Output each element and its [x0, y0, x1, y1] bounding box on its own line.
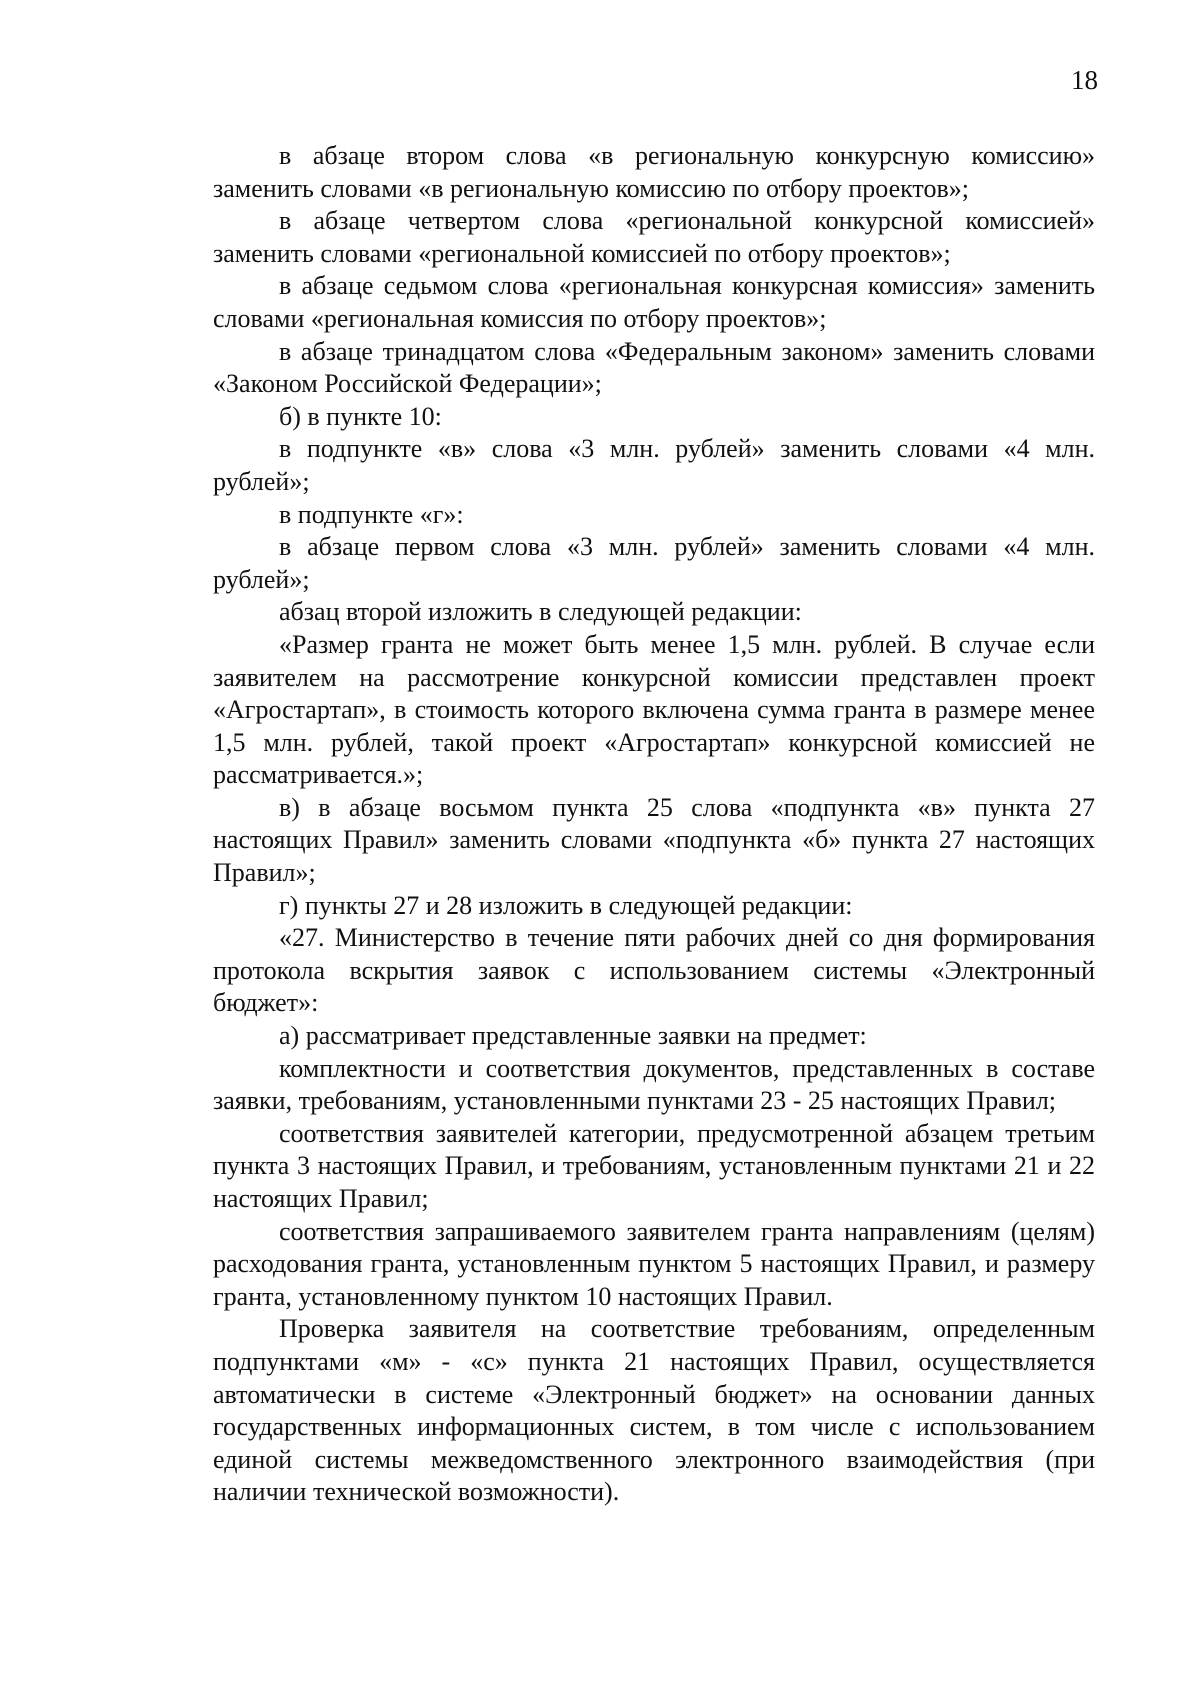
- paragraph: г) пункты 27 и 28 изложить в следующей редакции:: [279, 890, 853, 920]
- paragraph: в абзаце тринадцатом слова «Федеральным законом» заменить словами «Законом Российской Федерации»;: [213, 336, 1095, 399]
- paragraph: соответствия запрашиваемого заявителем гранта направлениям (целям) расходования гранта, установленным пунктом 5 настоящих Правил, и размеру гранта, установленному пунктом 10 настоящих Правил.: [213, 1216, 1095, 1311]
- paragraph: «Размер гранта не может быть менее 1,5 млн. рублей. В случае если заявителем на рассмотрение конкурсной комиссии представлен проект «Агростартап», в стоимость которого включена сумма гранта в размере менее 1,5 млн. рублей, такой проект «Агростартап» конкурсной комиссией не рассматривается.»;: [213, 629, 1095, 790]
- paragraph: в абзаце первом слова «3 млн. рублей» заменить словами «4 млн. рублей»;: [213, 532, 1095, 594]
- paragraph: «27. Министерство в течение пяти рабочих дней со дня формирования протокола вскрытия заявок с использованием системы «Электронный бюджет»:: [213, 923, 1095, 1018]
- document-body: [213, 140, 1095, 1509]
- paragraph: в подпункте «в» слова «3 млн. рублей» заменить словами «4 млн. рублей»;: [213, 434, 1095, 496]
- paragraph: в подпункте «г»:: [279, 499, 464, 529]
- paragraph: абзац второй изложить в следующей редакции:: [279, 597, 802, 627]
- page-number: 18: [1071, 65, 1098, 95]
- paragraph: в абзаце втором слова «в региональную конкурсную комиссию» заменить словами «в региональную комиссию по отбору проектов»;: [213, 141, 1095, 203]
- paragraph: комплектности и соответствия документов, представленных в составе заявки, требованиям, установленными пунктами 23 - 25 настоящих Правил;: [213, 1053, 1095, 1116]
- paragraph: Проверка заявителя на соответствие требованиям, определенным подпунктами «м» - «с» пункта 21 настоящих Правил, осуществляется автоматически в системе «Электронный бюджет» на основании данных государственных информационных систем, в том числе с использованием единой системы межведомственного электронного взаимодействия (при наличии технической возможности).: [213, 1314, 1095, 1507]
- paragraph: в абзаце седьмом слова «региональная конкурсная комиссия» заменить словами «региональная комиссия по отбору проектов»;: [213, 271, 1095, 333]
- paragraph: соответствия заявителей категории, предусмотренной абзацем третьим пункта 3 настоящих Правил, и требованиям, установленным пунктами 21 и 22 настоящих Правил;: [213, 1118, 1095, 1213]
- paragraph: в) в абзаце восьмом пункта 25 слова «подпункта «в» пункта 27 настоящих Правил» заменить словами «подпункта «б» пункта 27 настоящих Правил»;: [213, 792, 1095, 888]
- paragraph: а) рассматривает представленные заявки на предмет:: [279, 1021, 867, 1051]
- paragraph: в абзаце четвертом слова «региональной конкурсной комиссией» заменить словами «региональной комиссией по отбору проектов»;: [213, 206, 1095, 268]
- paragraph: б) в пункте 10:: [279, 401, 442, 431]
